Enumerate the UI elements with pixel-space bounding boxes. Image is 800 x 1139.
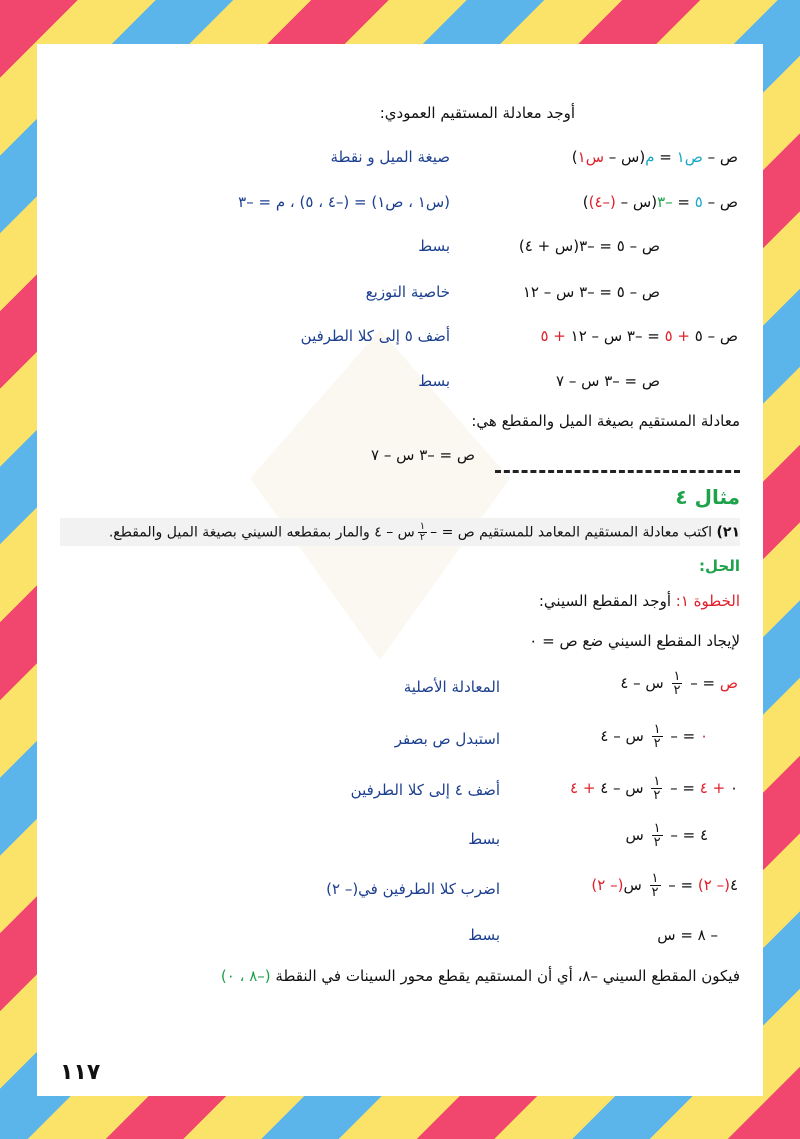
question-fraction: $\frac{١}{٢}$: [419, 521, 426, 543]
step-1: الخطوة ١: أوجد المقطع السيني:: [538, 592, 740, 610]
question-text: ٢١) اكتب معادلة المستقيم المعامد للمستقيم ص = – $\frac{١}{٢}$ س – ٤ والمار بمقطعه السيني بصيغة الميل والمقطع.: [108, 521, 740, 543]
solution-label: الحل:: [699, 557, 740, 575]
eq-row-3: ص – ٥ = –٣(س + ٤): [518, 237, 660, 255]
eq2-row-6: – ٨ = س: [657, 926, 718, 944]
note2-row-6: بسط: [468, 926, 500, 944]
note-row-4: خاصية التوزيع: [365, 283, 450, 301]
note-row-2: (س١ ، ص١) = (–٤ ، ٥) ، م = –٣: [238, 193, 450, 211]
final-equation: ص = –٣ س – ٧: [371, 446, 475, 464]
note2-row-3: أضف ٤ إلى كلا الطرفين: [350, 781, 500, 799]
example-title: مثال ٤: [675, 485, 740, 509]
eq-row-1: ص – ص١ = م(س – س١): [571, 148, 738, 166]
eq2-row-2: ٠ = – $\frac{١}{٢}$ س – ٤: [600, 722, 708, 751]
conclusion: فيكون المقطع السيني –٨، أي أن المستقيم يقطع محور السينات في النقطة (–٨ ، ٠): [220, 967, 740, 985]
x-intercept-intro: لإيجاد المقطع السيني ضع ص = ٠: [529, 632, 740, 650]
note-row-5: أضف ٥ إلى كلا الطرفين: [300, 327, 450, 345]
block1-heading: أوجد معادلة المستقيم العمودي:: [379, 104, 575, 122]
eq2-row-1: ص = – $\frac{١}{٢}$ س – ٤: [620, 669, 738, 698]
final-label: معادلة المستقيم بصيغة الميل والمقطع هي:: [471, 412, 740, 430]
eq2-row-3: ٠ + ٤ = – $\frac{١}{٢}$ س – ٤ + ٤: [570, 774, 738, 803]
eq-row-6: ص = –٣ س – ٧: [556, 372, 660, 390]
note2-row-1: المعادلة الأصلية: [403, 678, 500, 696]
note-row-1: صيغة الميل و نقطة: [330, 148, 450, 166]
note-row-6: بسط: [418, 372, 450, 390]
note2-row-5: اضرب كلا الطرفين في(– ٢): [326, 880, 500, 898]
section-divider: [495, 470, 740, 473]
eq2-row-4: ٤ = – $\frac{١}{٢}$ س: [625, 821, 708, 850]
note-row-3: بسط: [418, 237, 450, 255]
eq2-row-5: ٤(– ٢) = – $\frac{١}{٢}$ س(– ٢): [591, 871, 738, 900]
eq-row-5: ص – ٥ + ٥ = –٣ س – ١٢ + ٥: [540, 327, 738, 345]
page-number: ١١٧: [60, 1060, 101, 1085]
note2-row-4: بسط: [468, 830, 500, 848]
eq-row-2: ص – ٥ = –٣(س – (–٤)): [582, 193, 738, 211]
eq-row-4: ص – ٥ = –٣ س – ١٢: [522, 283, 660, 301]
note2-row-2: استبدل ص بصفر: [394, 730, 500, 748]
